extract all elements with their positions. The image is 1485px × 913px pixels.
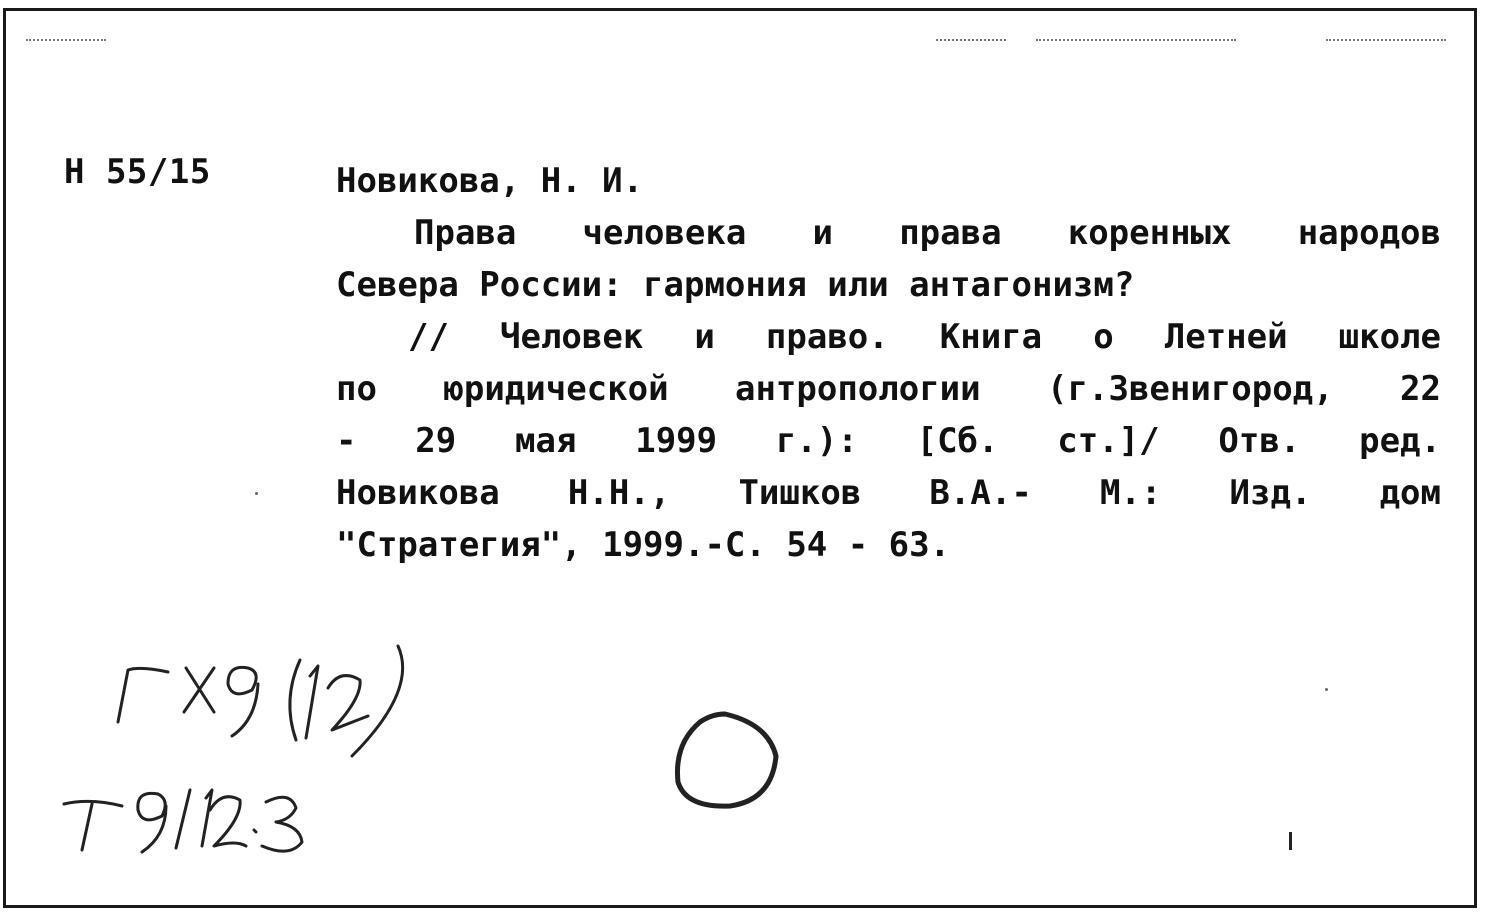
source-line: "Стратегия", 1999.-С. 54 - 63. <box>336 525 951 565</box>
source-line: - 29 мая 1999 г.): [Сб. ст.]/ Отв. ред. <box>336 421 1441 461</box>
speck <box>1325 688 1328 691</box>
author-heading: Новикова, Н. И. <box>336 161 644 201</box>
source-line: Новикова Н.Н., Тишков В.А.- М.: Изд. дом <box>336 473 1441 513</box>
title-line: Права человека и права коренных народов <box>414 213 1441 253</box>
stamp-circle <box>677 714 776 806</box>
speck <box>255 492 258 495</box>
source-line: по юридической антропологии (г.Звенигород, 22 <box>336 369 1441 409</box>
title-line: Севера России: гармония или антагонизм? <box>336 265 1135 305</box>
source-line: // Человек и право. Книга о Летней школе <box>408 317 1441 357</box>
shelfmark: Н 55/15 <box>64 152 211 192</box>
handwritten-class-code <box>118 646 403 756</box>
margin-tick-mark <box>1289 832 1292 850</box>
handwritten-index-code <box>64 790 302 852</box>
